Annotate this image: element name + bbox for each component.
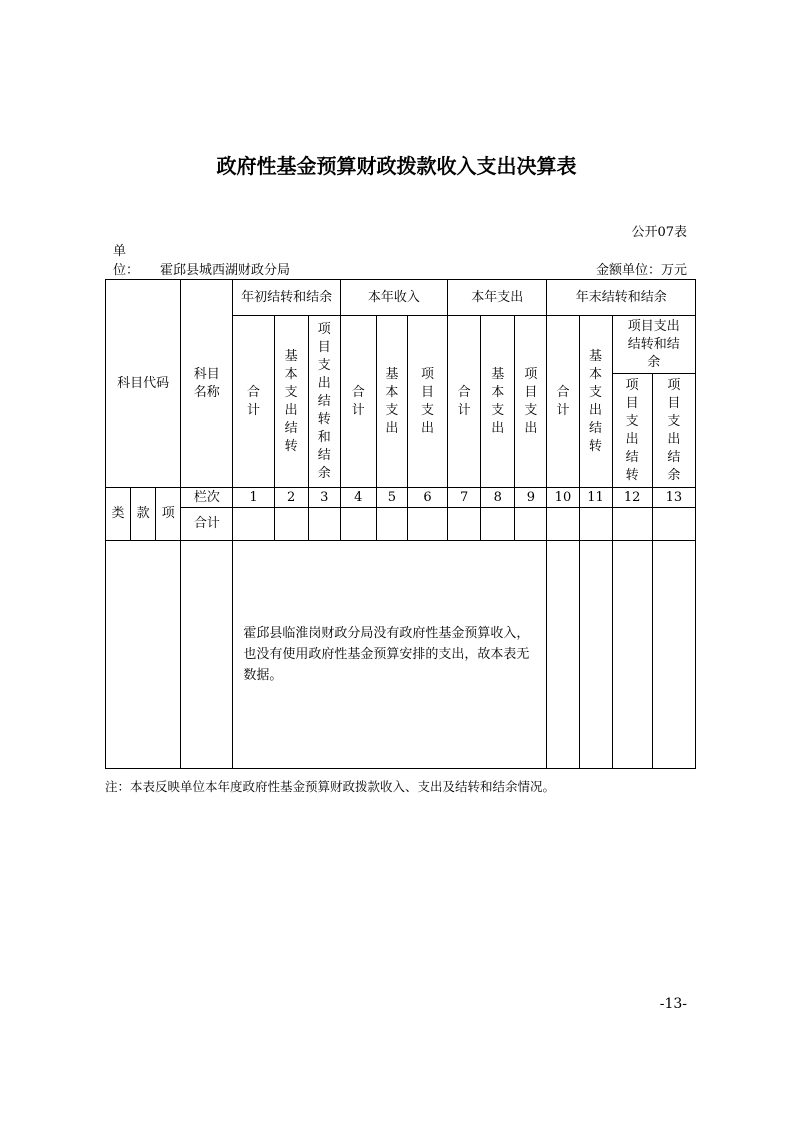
- table-number: 公开07表: [631, 225, 687, 240]
- column-number: 13: [652, 488, 695, 508]
- no-data-remark: 霍邱县临淮岗财政分局没有政府性基金预算收入，也没有使用政府性基金预算安排的支出，故本表无数据。: [233, 541, 547, 769]
- page-title: 政府性基金预算财政拨款收入支出决算表: [216, 154, 577, 178]
- sum-cell: [376, 508, 407, 541]
- header-income-total: 合计: [340, 316, 376, 488]
- footnote: 注：本表反映单位本年度政府性基金预算财政拨款收入、支出及结转和结余情况。: [105, 779, 556, 794]
- column-number: 6: [407, 488, 447, 508]
- row-label: 栏次: [181, 488, 233, 508]
- header-begin-total: 合计: [233, 316, 274, 488]
- sum-cell: [407, 508, 447, 541]
- header-end-basic: 基本支出结转: [579, 316, 612, 488]
- sum-cell: [515, 508, 547, 541]
- budget-table: [105, 279, 696, 769]
- column-number: 3: [308, 488, 340, 508]
- header-end-project-carry: 项目支出结转: [612, 374, 652, 488]
- body-cell: [579, 541, 612, 769]
- sum-cell: [579, 508, 612, 541]
- sum-cell: [612, 508, 652, 541]
- header-subject-code: 科目代码: [106, 280, 181, 488]
- header-income-basic: 基本支出: [376, 316, 407, 488]
- body-cell: [652, 541, 695, 769]
- header-expense-basic: 基本支出: [481, 316, 515, 488]
- sum-cell: [274, 508, 308, 541]
- body-name-cell: [181, 541, 233, 769]
- column-number: 4: [340, 488, 376, 508]
- column-number: 5: [376, 488, 407, 508]
- body-code-cell: [106, 541, 181, 769]
- header-end-project-balance: 项目支出结余: [652, 374, 695, 488]
- sum-cell: [481, 508, 515, 541]
- header-begin-basic: 基本支出结转: [274, 316, 308, 488]
- sum-label: 合计: [181, 508, 233, 541]
- unit-label-line2: 位：: [113, 263, 140, 278]
- column-number: 12: [612, 488, 652, 508]
- sum-cell: [448, 508, 481, 541]
- header-expense-total: 合计: [448, 316, 481, 488]
- header-type: 类: [106, 488, 131, 541]
- header-sub: 项: [156, 488, 181, 541]
- column-number: 8: [481, 488, 515, 508]
- column-number: 11: [579, 488, 612, 508]
- sum-cell: [340, 508, 376, 541]
- sum-cell: [308, 508, 340, 541]
- header-end-balance: 年末结转和结余: [547, 280, 696, 316]
- header-income-project: 项目支出: [407, 316, 447, 488]
- header-begin-project: 项目支出结转和结余: [308, 316, 340, 488]
- unit-label-line1: 单: [113, 244, 127, 259]
- unit-name: 霍邱县城西湖财政分局: [160, 263, 291, 278]
- header-year-expense: 本年支出: [448, 280, 547, 316]
- column-number: 2: [274, 488, 308, 508]
- column-number: 9: [515, 488, 547, 508]
- header-year-income: 本年收入: [340, 280, 447, 316]
- header-begin-balance: 年初结转和结余: [233, 280, 340, 316]
- header-end-total: 合计: [547, 316, 579, 488]
- header-expense-project: 项目支出: [515, 316, 547, 488]
- sum-cell: [652, 508, 695, 541]
- sum-cell: [233, 508, 274, 541]
- body-cell: [612, 541, 652, 769]
- column-number: 1: [233, 488, 274, 508]
- column-number: 10: [547, 488, 579, 508]
- amount-unit: 金额单位：万元: [595, 263, 687, 278]
- page-number: -13-: [659, 996, 687, 1012]
- header-item: 款: [131, 488, 156, 541]
- sum-cell: [547, 508, 579, 541]
- header-end-project: 项目支出结转和结余: [612, 316, 695, 374]
- body-cell: [547, 541, 579, 769]
- column-number: 7: [448, 488, 481, 508]
- header-subject-name: 科目名称: [181, 280, 233, 488]
